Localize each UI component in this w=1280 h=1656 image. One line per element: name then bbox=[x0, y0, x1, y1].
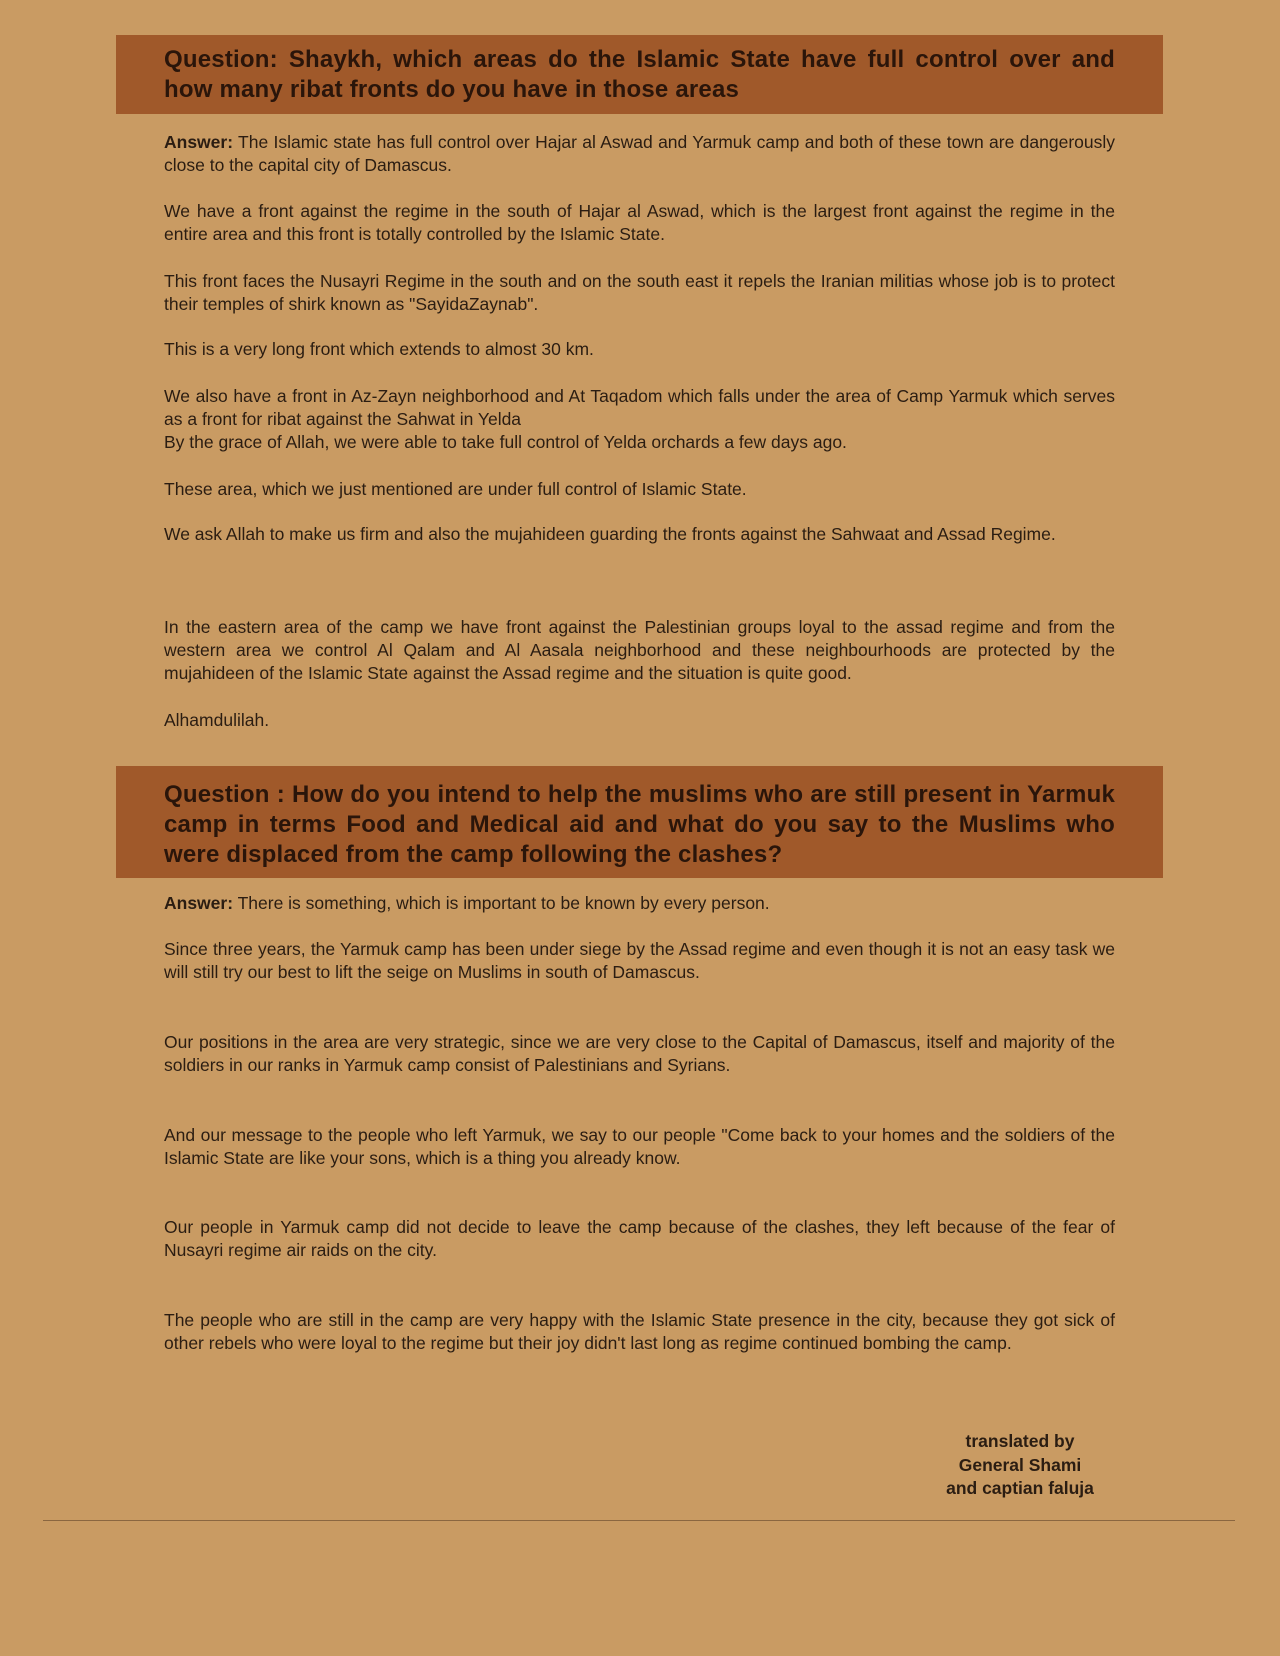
answer-2-label: Answer: bbox=[164, 893, 234, 913]
question-2-text: Question : How do you intend to help the muslims who are still present in Yarmuk camp in terms Food and Medical aid and what do you say to the Muslims who were displaced from the camp following the clashes? bbox=[164, 781, 1115, 868]
section1-paragraph-4: By the grace of Allah, we were able to take full control of Yelda orchards a few days ago. bbox=[164, 432, 847, 452]
answer-1-label: Answer: bbox=[164, 132, 234, 152]
section1-paragraph-5: These area, which we just mentioned are under full control of Islamic State. bbox=[164, 479, 747, 499]
section1-paragraph-8: Alhamdulilah. bbox=[164, 710, 270, 730]
answer-2-paragraph bbox=[164, 892, 1115, 915]
question-1-text: Question: Shaykh, which areas do the Islamic State have full control over and how many ribat fronts do you have in those areas bbox=[164, 46, 1115, 103]
section1-paragraph-3: We also have a front in Az-Zayn neighborhood and At Taqadom which falls under the area of Camp Yarmuk which serves as a front for ribat against the Sahwat in Yelda bbox=[164, 386, 1115, 429]
section1-paragraph-7: In the eastern area of the camp we have front against the Palestinian groups loyal to the assad regime and from the western area we control Al Qalam and Al Aasala neighborhood and these neighbourhoods are protected by the mujahideen of the Islamic State against the Assad regime and the situation is quite good. bbox=[164, 617, 1115, 683]
section1-paragraph-0: We have a front against the regime in the south of Hajar al Aswad, which is the largest front against the regime in the entire area and this front is totally controlled by the Islamic State. bbox=[164, 201, 1115, 244]
section1-paragraph-6: We ask Allah to make us firm and also the mujahideen guarding the fronts against the Sahwaat and Assad Regime. bbox=[164, 524, 1056, 544]
answer-2-text: There is something, which is important to be known by every person. bbox=[233, 893, 770, 913]
bottom-divider bbox=[43, 1520, 1235, 1521]
question-banner-2 bbox=[116, 766, 1163, 878]
credits-line-1: translated by bbox=[965, 1431, 1075, 1451]
answer-1-paragraph bbox=[164, 131, 1115, 177]
section1-paragraph-2: This is a very long front which extends to almost 30 km. bbox=[164, 339, 594, 359]
section2-paragraph-1: Our positions in the area are very strategic, since we are very close to the Capital of Damascus, itself and majority of the soldiers in our ranks in Yarmuk camp consist of Palestinians and Syrians. bbox=[164, 1032, 1115, 1075]
section2-paragraph-3: Our people in Yarmuk camp did not decide to leave the camp because of the clashes, they left because of the fear of Nusayri regime air raids on the city. bbox=[164, 1217, 1115, 1260]
section2-paragraph-0: Since three years, the Yarmuk camp has been under siege by the Assad regime and even though it is not an easy task we will still try our best to lift the seige on Muslims in south of Damascus. bbox=[164, 939, 1115, 982]
translator-credits bbox=[920, 1430, 1120, 1501]
credits-line-3: and captian faluja bbox=[946, 1478, 1094, 1498]
section2-paragraph-4: The people who are still in the camp are very happy with the Islamic State presence in the city, because they got sick of other rebels who were loyal to the regime but their joy didn't last long as regime continued bombing the camp. bbox=[164, 1310, 1115, 1353]
section2-paragraph-2: And our message to the people who left Yarmuk, we say to our people "Come back to your homes and the soldiers of the Islamic State are like your sons, which is a thing you already know. bbox=[164, 1125, 1115, 1168]
section1-paragraph-1: This front faces the Nusayri Regime in the south and on the south east it repels the Iranian militias whose job is to protect their temples of shirk known as "SayidaZaynab". bbox=[164, 271, 1115, 314]
question-banner-1 bbox=[116, 35, 1163, 114]
credits-line-2: General Shami bbox=[958, 1454, 1082, 1475]
answer-1-text: The Islamic state has full control over Hajar al Aswad and Yarmuk camp and both of these town are dangerously close to the capital city of Damascus. bbox=[164, 132, 1115, 175]
